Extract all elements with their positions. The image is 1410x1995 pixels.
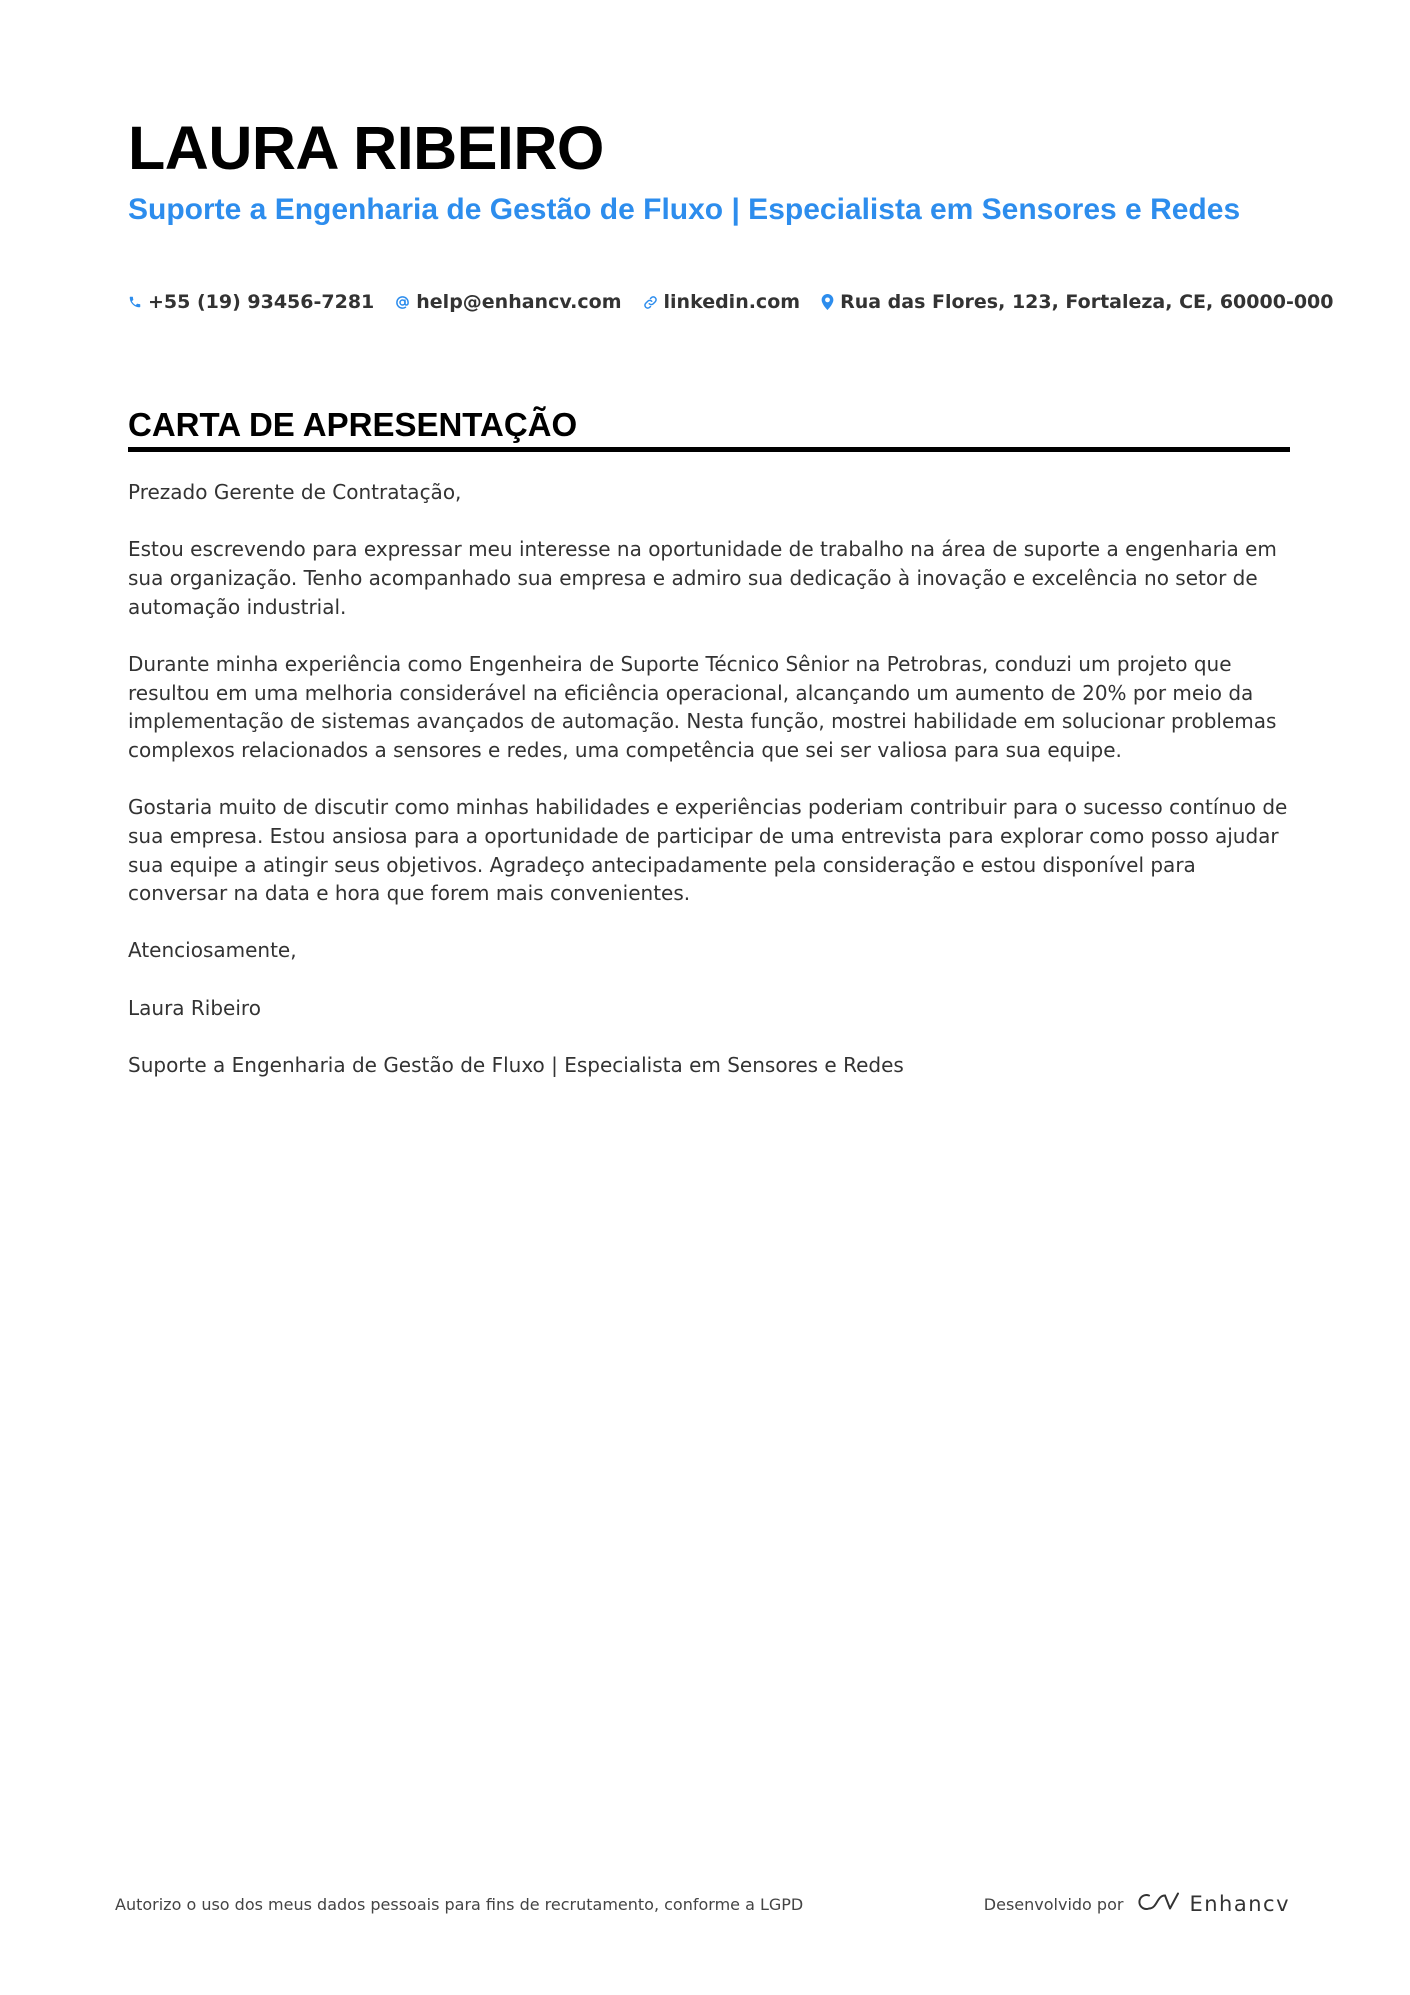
at-icon bbox=[395, 295, 410, 310]
consent-note: Autorizo o uso dos meus dados pessoais para fins de recrutamento, conforme a LGPD bbox=[115, 1895, 804, 1914]
location-pin-icon bbox=[821, 294, 834, 310]
phone-text: +55 (19) 93456-7281 bbox=[148, 291, 375, 313]
letter-greeting: Prezado Gerente de Contratação, bbox=[128, 480, 462, 504]
contact-address bbox=[821, 290, 1333, 314]
letter-body bbox=[128, 478, 1290, 1108]
contact-email[interactable] bbox=[395, 290, 621, 314]
section-divider bbox=[128, 447, 1290, 452]
powered-by bbox=[984, 1891, 1290, 1917]
candidate-headline: Suporte a Engenharia de Gestão de Fluxo | Especialista em Sensores e Redes bbox=[128, 193, 1241, 226]
letter-paragraph: Gostaria muito de discutir como minhas habilidades e experiências poderiam contribuir para o sucesso contínuo de sua empresa. Estou ansiosa para a oportunidade de participar de uma entrevista para explorar como posso ajudar sua equipe a atingir seus objetivos. Agradeço antecipadamente pela consideração e estou disponível para conversar na data e hora que forem mais convenientes. bbox=[128, 795, 1288, 906]
letter-paragraph: Durante minha experiência como Engenheira de Suporte Técnico Sênior na Petrobras, conduzi um projeto que resultou em uma melhoria considerável na eficiência operacional, alcançando um aumento de 20% por meio da implementação de sistemas avançados de automação. Nesta função, mostrei habilidade em solucionar problemas complexos relacionados a sensores e redes, uma competência que sei ser valiosa para sua equipe. bbox=[128, 651, 1277, 762]
contact-phone bbox=[128, 290, 374, 314]
email-text: help@enhancv.com bbox=[416, 291, 622, 313]
linkedin-text: linkedin.com bbox=[663, 291, 801, 313]
link-icon bbox=[643, 295, 658, 310]
address-text: Rua das Flores, 123, Fortaleza, CE, 60000-000 bbox=[840, 291, 1334, 313]
phone-icon bbox=[128, 295, 142, 309]
contact-linkedin[interactable] bbox=[643, 290, 801, 314]
powered-by-label: Desenvolvido por bbox=[983, 1894, 1124, 1914]
letter-paragraph: Estou escrevendo para expressar meu interesse na oportunidade de trabalho na área de suporte a engenharia em sua organização. Tenho acompanhado sua empresa e admiro sua dedicação à inovação e excelência no setor de automação industrial. bbox=[128, 537, 1277, 619]
letter-closing: Atenciosamente, bbox=[128, 938, 297, 963]
candidate-name: LAURA RIBEIRO bbox=[128, 114, 604, 182]
enhancv-logo[interactable] bbox=[1135, 1891, 1290, 1917]
enhancv-wordmark: Enhancv bbox=[1189, 1892, 1290, 1916]
contact-bar bbox=[128, 290, 1334, 314]
signature-name: Laura Ribeiro bbox=[128, 995, 261, 1020]
signature-title: Suporte a Engenharia de Gestão de Fluxo | Especialista em Sensores e Redes bbox=[128, 1052, 904, 1077]
section-title: CARTA DE APRESENTAÇÃO bbox=[128, 406, 578, 443]
enhancv-mark-icon bbox=[1135, 1891, 1181, 1917]
